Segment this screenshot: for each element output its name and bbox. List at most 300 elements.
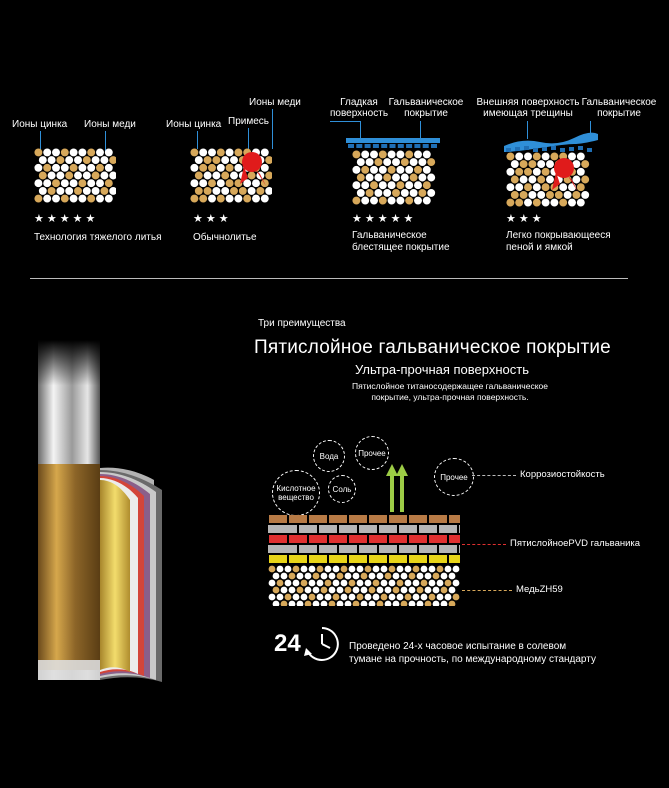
plating-label	[578, 97, 660, 119]
brass-atom	[417, 587, 424, 594]
atom	[352, 166, 360, 174]
atom	[226, 164, 234, 172]
plating-tooth	[398, 144, 404, 148]
atom	[528, 176, 536, 184]
salt-bubble: Соль	[328, 475, 356, 503]
brass-atom	[385, 573, 392, 580]
atom	[48, 156, 56, 164]
atom	[195, 172, 203, 180]
brass-atom	[397, 594, 404, 601]
brass-atom	[281, 573, 288, 580]
pipe-cross-section-illustration	[30, 330, 190, 700]
atom	[524, 183, 532, 191]
coating-brick	[299, 525, 317, 533]
atom	[423, 181, 431, 189]
coating-brick	[309, 535, 327, 543]
atom	[105, 148, 113, 156]
atom	[401, 189, 409, 197]
atom	[190, 148, 198, 156]
atom	[78, 179, 86, 187]
atom	[105, 195, 113, 203]
atom	[204, 172, 212, 180]
plating-tooth	[560, 148, 565, 152]
atom	[410, 189, 418, 197]
atom	[392, 189, 400, 197]
coating-brick	[429, 535, 447, 543]
plating-label	[386, 97, 466, 119]
atom	[261, 164, 269, 172]
bubble-line: Кислотное	[276, 484, 316, 493]
atom	[96, 148, 104, 156]
brass-atom	[313, 587, 320, 594]
other-bubble: Прочее	[434, 458, 474, 496]
coating-brick	[299, 545, 317, 553]
plating-tooth	[542, 147, 547, 151]
brass-atom	[393, 587, 400, 594]
atom	[96, 164, 104, 172]
coating-brick	[309, 515, 327, 523]
brass-atom	[425, 601, 432, 606]
atom	[392, 174, 400, 182]
atom	[405, 197, 413, 205]
atom	[506, 199, 514, 207]
section-kicker: Три преимущества	[258, 318, 346, 329]
atom	[52, 195, 60, 203]
label-line: покрытие	[404, 108, 448, 119]
brass-atom	[369, 573, 376, 580]
brass-atom	[305, 587, 312, 594]
coating-brick	[389, 535, 407, 543]
brass-atom	[293, 594, 300, 601]
brass-atom	[449, 573, 456, 580]
coating-brick	[449, 535, 460, 543]
atom	[537, 191, 545, 199]
atom	[217, 148, 225, 156]
brass-atom	[273, 601, 280, 606]
atom	[109, 187, 116, 195]
atom	[78, 148, 86, 156]
atom	[208, 195, 216, 203]
atom	[572, 176, 580, 184]
atom	[199, 148, 207, 156]
plating-tooth	[414, 144, 420, 148]
atom	[542, 168, 550, 176]
brass-atom	[313, 573, 320, 580]
plating-tooth	[373, 144, 379, 148]
atom	[357, 158, 365, 166]
atom	[221, 172, 229, 180]
brass-atom	[405, 566, 412, 573]
brass-atom	[413, 580, 420, 587]
coating-brick	[309, 555, 327, 563]
brass-atom	[409, 573, 416, 580]
atom	[572, 191, 580, 199]
brass-atom	[353, 573, 360, 580]
atom	[61, 179, 69, 187]
brass-atom	[325, 594, 332, 601]
brass-atom	[365, 580, 372, 587]
atom	[401, 174, 409, 182]
brass-atom	[445, 594, 452, 601]
atom	[217, 195, 225, 203]
atom	[352, 181, 360, 189]
coating-brick	[369, 515, 387, 523]
coating-brick	[409, 535, 427, 543]
brass-atom	[425, 587, 432, 594]
coating-brick	[319, 545, 337, 553]
brass-atom	[269, 566, 276, 573]
brass-atom	[357, 594, 364, 601]
atom	[74, 187, 82, 195]
atom	[357, 174, 365, 182]
caption-line: Легко покрывающееся	[506, 230, 611, 241]
atom	[542, 152, 550, 160]
brass-atom	[397, 580, 404, 587]
brass-atom	[289, 601, 296, 606]
atom	[65, 187, 73, 195]
atom	[199, 179, 207, 187]
brass-atom	[409, 601, 416, 606]
atom	[506, 183, 514, 191]
section-title: Пятислойное гальваническое покрытие	[254, 337, 611, 358]
atom	[568, 183, 576, 191]
atom	[568, 199, 576, 207]
atom	[414, 181, 422, 189]
atom	[100, 187, 108, 195]
atom	[366, 189, 374, 197]
plating-tooth	[348, 144, 354, 148]
brass-atom	[401, 573, 408, 580]
zinc-ions-label: Ионы цинка	[166, 119, 222, 130]
atom	[379, 166, 387, 174]
coating-brick	[419, 525, 437, 533]
brass-atom	[349, 566, 356, 573]
brass-atom	[373, 566, 380, 573]
plating-tooth	[506, 148, 511, 152]
brass-atom	[441, 573, 448, 580]
coating-brick	[459, 525, 460, 533]
coating-brick	[399, 545, 417, 553]
atom	[581, 176, 589, 184]
brass-atom	[441, 587, 448, 594]
atom	[43, 179, 51, 187]
atom	[388, 166, 396, 174]
atom	[226, 195, 234, 203]
brass-atom	[309, 580, 316, 587]
atom	[418, 189, 426, 197]
atom	[230, 156, 238, 164]
atom	[577, 152, 585, 160]
atom	[39, 172, 47, 180]
brass-atom	[321, 573, 328, 580]
brass-atom	[281, 587, 288, 594]
atom	[392, 158, 400, 166]
brass-atom	[377, 573, 384, 580]
brass-atom	[345, 573, 352, 580]
atom	[396, 166, 404, 174]
zinc-ions-label: Ионы цинка	[12, 119, 68, 130]
leader-line	[472, 475, 516, 476]
atom	[52, 179, 60, 187]
atom	[234, 195, 242, 203]
atom	[379, 197, 387, 205]
atom	[105, 164, 113, 172]
atom	[234, 164, 242, 172]
brass-atom	[401, 601, 408, 606]
atom	[414, 197, 422, 205]
brass-atom	[269, 594, 276, 601]
plating-tooth	[578, 146, 583, 150]
atom	[427, 174, 435, 182]
cracked-plated-lattice	[502, 128, 600, 208]
brass-atom	[297, 573, 304, 580]
smooth-surface-label	[329, 97, 389, 119]
atom	[195, 156, 203, 164]
atom	[190, 195, 198, 203]
coating-brick	[399, 525, 417, 533]
atom	[190, 164, 198, 172]
brass-atom	[329, 601, 336, 606]
atom	[418, 158, 426, 166]
atom	[524, 152, 532, 160]
atom	[374, 158, 382, 166]
atom	[261, 179, 269, 187]
atom	[581, 160, 589, 168]
atom	[56, 187, 64, 195]
atom	[61, 195, 69, 203]
atom	[511, 176, 519, 184]
brass-atom	[417, 573, 424, 580]
brass-atom	[277, 580, 284, 587]
panel-caption	[352, 230, 450, 254]
brass-atom	[409, 587, 416, 594]
caption-line: Гальваническое	[352, 230, 427, 241]
brass-atom	[385, 601, 392, 606]
brass-atom	[329, 573, 336, 580]
atom	[261, 148, 269, 156]
brass-atom	[285, 594, 292, 601]
brass-atom	[305, 601, 312, 606]
atom	[423, 197, 431, 205]
brass-atom	[337, 573, 344, 580]
brass-atom	[437, 580, 444, 587]
atom	[383, 158, 391, 166]
brass-atom	[333, 566, 340, 573]
brass-label: МедьZH59	[516, 584, 563, 595]
atom	[537, 176, 545, 184]
atom	[520, 191, 528, 199]
coating-brick	[409, 555, 427, 563]
atom	[396, 150, 404, 158]
atom	[361, 197, 369, 205]
brass-atom	[301, 580, 308, 587]
brass-atom	[381, 594, 388, 601]
atom	[533, 152, 541, 160]
brass-atom	[353, 601, 360, 606]
atom	[546, 160, 554, 168]
atom	[405, 150, 413, 158]
coating-brick	[449, 515, 460, 523]
atom	[34, 164, 42, 172]
atom	[388, 197, 396, 205]
brass-atom	[393, 573, 400, 580]
atom	[533, 183, 541, 191]
brass-atom	[389, 580, 396, 587]
atom	[83, 187, 91, 195]
atom	[396, 181, 404, 189]
coating-brick	[269, 515, 287, 523]
label-line: покрытие	[597, 108, 641, 119]
plating-tooth	[406, 144, 412, 148]
atom	[577, 183, 585, 191]
atom	[61, 164, 69, 172]
atom	[204, 187, 212, 195]
atom	[39, 187, 47, 195]
brass-atom	[425, 573, 432, 580]
brass-atom	[441, 601, 448, 606]
atom	[352, 150, 360, 158]
plated-atom-lattice	[346, 136, 440, 206]
pointer-line	[272, 109, 273, 149]
atom	[87, 195, 95, 203]
atom	[555, 191, 563, 199]
coating-brick	[429, 555, 447, 563]
brass-atom	[397, 566, 404, 573]
brass-atom	[429, 594, 436, 601]
atom	[515, 168, 523, 176]
coating-brick	[369, 535, 387, 543]
coating-brick	[289, 535, 307, 543]
description-line: Пятислойное титаносодержащее гальваническое	[352, 381, 548, 391]
atom	[34, 195, 42, 203]
plating-tooth	[515, 147, 520, 151]
plating-tooth	[381, 144, 387, 148]
brass-atom	[389, 566, 396, 573]
atom	[414, 150, 422, 158]
acid-bubble	[272, 470, 320, 516]
coating-brick	[389, 555, 407, 563]
brass-atom	[385, 587, 392, 594]
brass-atom	[373, 580, 380, 587]
coating-brick	[329, 515, 347, 523]
atom	[559, 183, 567, 191]
atom	[190, 179, 198, 187]
atom	[208, 148, 216, 156]
coating-brick	[439, 525, 457, 533]
brass-atom	[373, 594, 380, 601]
coating-brick	[379, 545, 397, 553]
atom	[379, 150, 387, 158]
atom	[48, 172, 56, 180]
brass-atom	[289, 587, 296, 594]
pointer-line	[248, 128, 249, 150]
brass-atom	[313, 601, 320, 606]
atom	[577, 168, 585, 176]
atom	[427, 189, 435, 197]
coating-brick	[289, 515, 307, 523]
brass-atom	[453, 594, 460, 601]
panel-caption	[506, 230, 611, 254]
copper-ions-label: Ионы меди	[84, 119, 136, 130]
atom	[109, 156, 116, 164]
coating-brick	[359, 545, 377, 553]
brass-atom	[421, 594, 428, 601]
atom	[511, 191, 519, 199]
brass-atom	[317, 566, 324, 573]
coating-brick	[459, 545, 460, 553]
brass-atom	[389, 594, 396, 601]
atom	[65, 156, 73, 164]
brass-atom	[429, 580, 436, 587]
atom	[48, 187, 56, 195]
atom	[418, 174, 426, 182]
atom	[70, 179, 78, 187]
atom	[252, 195, 260, 203]
atom	[83, 172, 91, 180]
atom	[243, 195, 251, 203]
label-line: Внешняя поверхность	[476, 97, 580, 108]
coating-brick	[449, 555, 460, 563]
atom	[520, 176, 528, 184]
brass-atom	[413, 566, 420, 573]
atom	[212, 187, 220, 195]
atom	[546, 191, 554, 199]
coating-brick	[359, 525, 377, 533]
atom	[366, 174, 374, 182]
pointer-line	[197, 131, 198, 149]
plating-tooth	[390, 144, 396, 148]
atom	[265, 187, 272, 195]
coating-brick	[279, 525, 297, 533]
panel-caption: Обычнолитье	[193, 232, 257, 243]
atom	[34, 179, 42, 187]
plating-tooth	[365, 144, 371, 148]
atom	[43, 148, 51, 156]
brass-atom	[317, 580, 324, 587]
atom	[92, 156, 100, 164]
atom	[405, 166, 413, 174]
label-line: Гальваническое	[388, 97, 464, 108]
brass-atom	[365, 566, 372, 573]
coating-brick	[279, 545, 297, 553]
caption-line: блестящее покрытие	[352, 242, 450, 253]
atom	[217, 164, 225, 172]
rating-stars: ★★★	[506, 213, 545, 225]
label-line: поверхность	[329, 108, 389, 119]
atom	[383, 189, 391, 197]
coating-brick	[419, 545, 437, 553]
pvd-plating-label: ПятислойноеPVD гальваника	[510, 538, 641, 549]
atom	[546, 176, 554, 184]
brass-atom	[277, 566, 284, 573]
atom	[388, 181, 396, 189]
atom	[92, 172, 100, 180]
brass-atom	[337, 587, 344, 594]
brass-atom	[449, 601, 456, 606]
atom	[374, 174, 382, 182]
coating-brick	[329, 555, 347, 563]
section-divider	[30, 278, 628, 279]
atom	[65, 172, 73, 180]
brass-atom	[453, 580, 460, 587]
atom	[414, 166, 422, 174]
atom	[78, 195, 86, 203]
brass-atom	[357, 566, 364, 573]
atom	[361, 150, 369, 158]
plating-tooth	[551, 146, 556, 150]
atom	[43, 195, 51, 203]
hours-number: 24	[274, 630, 301, 657]
